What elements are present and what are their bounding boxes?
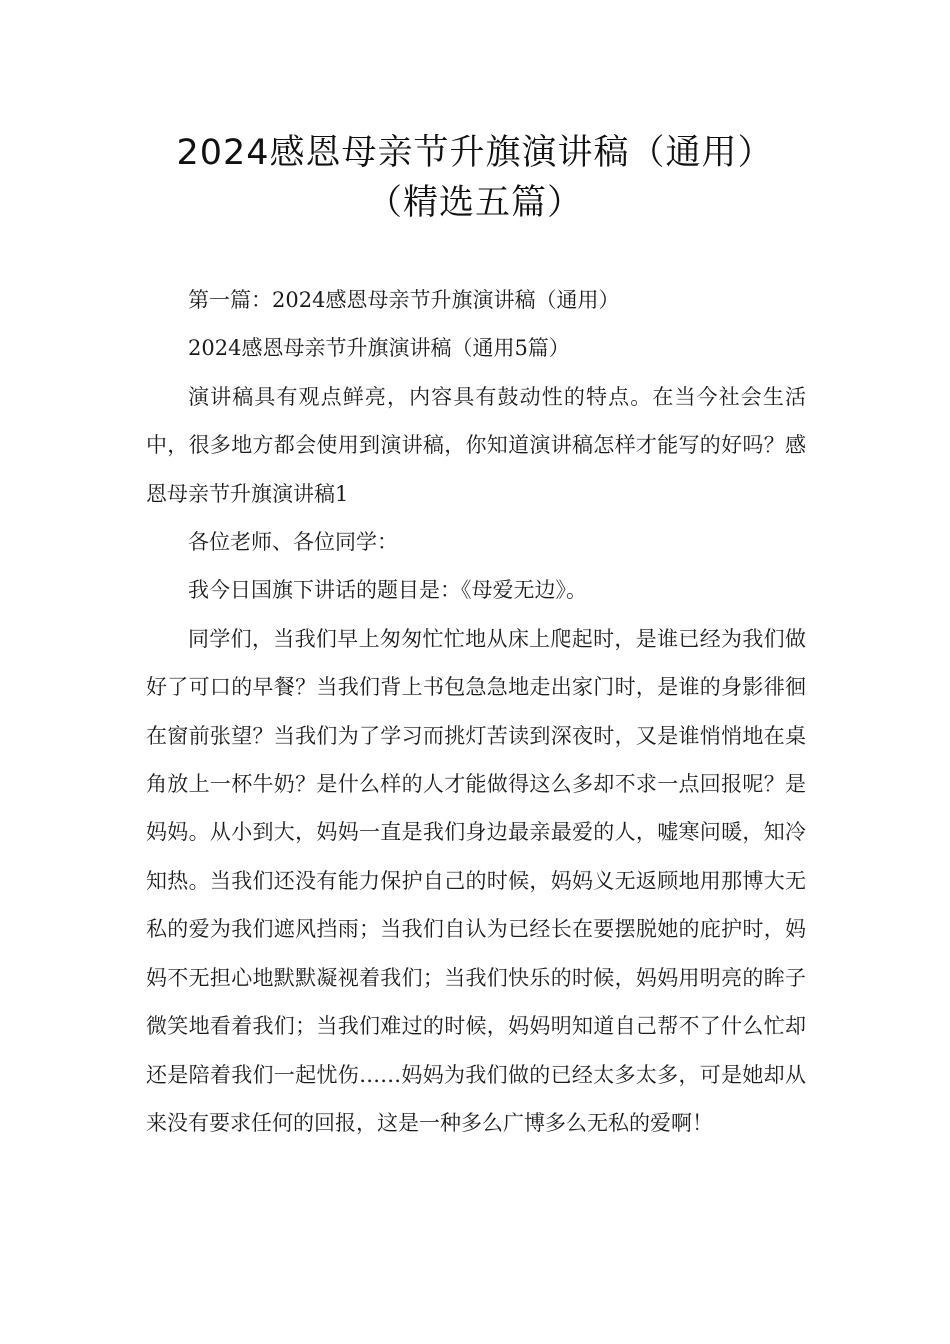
intro-paragraph: 演讲稿具有观点鲜亮，内容具有鼓动性的特点。在当今社会生活中，很多地方都会使用到演讲稿，你知道演讲稿怎样才能写的好吗？感恩母亲节升旗演讲稿1 [146, 384, 806, 506]
document-title-line-2: （精选五篇） [366, 183, 583, 223]
document-title-line-1: 2024感恩母亲节升旗演讲稿（通用） [176, 133, 774, 173]
speech-topic-paragraph: 我今日国旗下讲话的题目是：《母爱无边》。 [188, 578, 587, 603]
document-body [146, 276, 806, 1147]
chapter-heading: 第一篇：2024感恩母亲节升旗演讲稿（通用） [188, 288, 620, 312]
speech-body-paragraph: 同学们，当我们早上匆匆忙忙地从床上爬起时，是谁已经为我们做好了可口的早餐？当我们背上书包急急地走出家门时，是谁的身影徘徊在窗前张望？当我们为了学习而挑灯苦读到深夜时，又是谁悄悄地在桌角放上一杯牛奶？是什么样的人才能做得这么多却不求一点回报呢？是妈妈。从小到大，妈妈一直是我们身边最亲最爱的人，嘘寒问暖，知冷知热。当我们还没有能力保护自己的时候，妈妈义无返顾地用那博大无私的爱为我们遮风挡雨；当我们自认为已经长在要摆脱她的庇护时，妈妈不无担心地默默凝视着我们；当我们快乐的时候，妈妈用明亮的眸子微笑地看着我们；当我们难过的时候，妈妈明知道自己帮不了什么忙却还是陪着我们一起忧伤……妈妈为我们做的已经太多太多，可是她却从来没有要求任何的回报，这是一种多么广博多么无私的爱啊！ [146, 626, 806, 1135]
salutation-paragraph: 各位老师、各位同学： [188, 530, 398, 555]
subtitle-paragraph: 2024感恩母亲节升旗演讲稿（通用5篇） [188, 336, 570, 361]
